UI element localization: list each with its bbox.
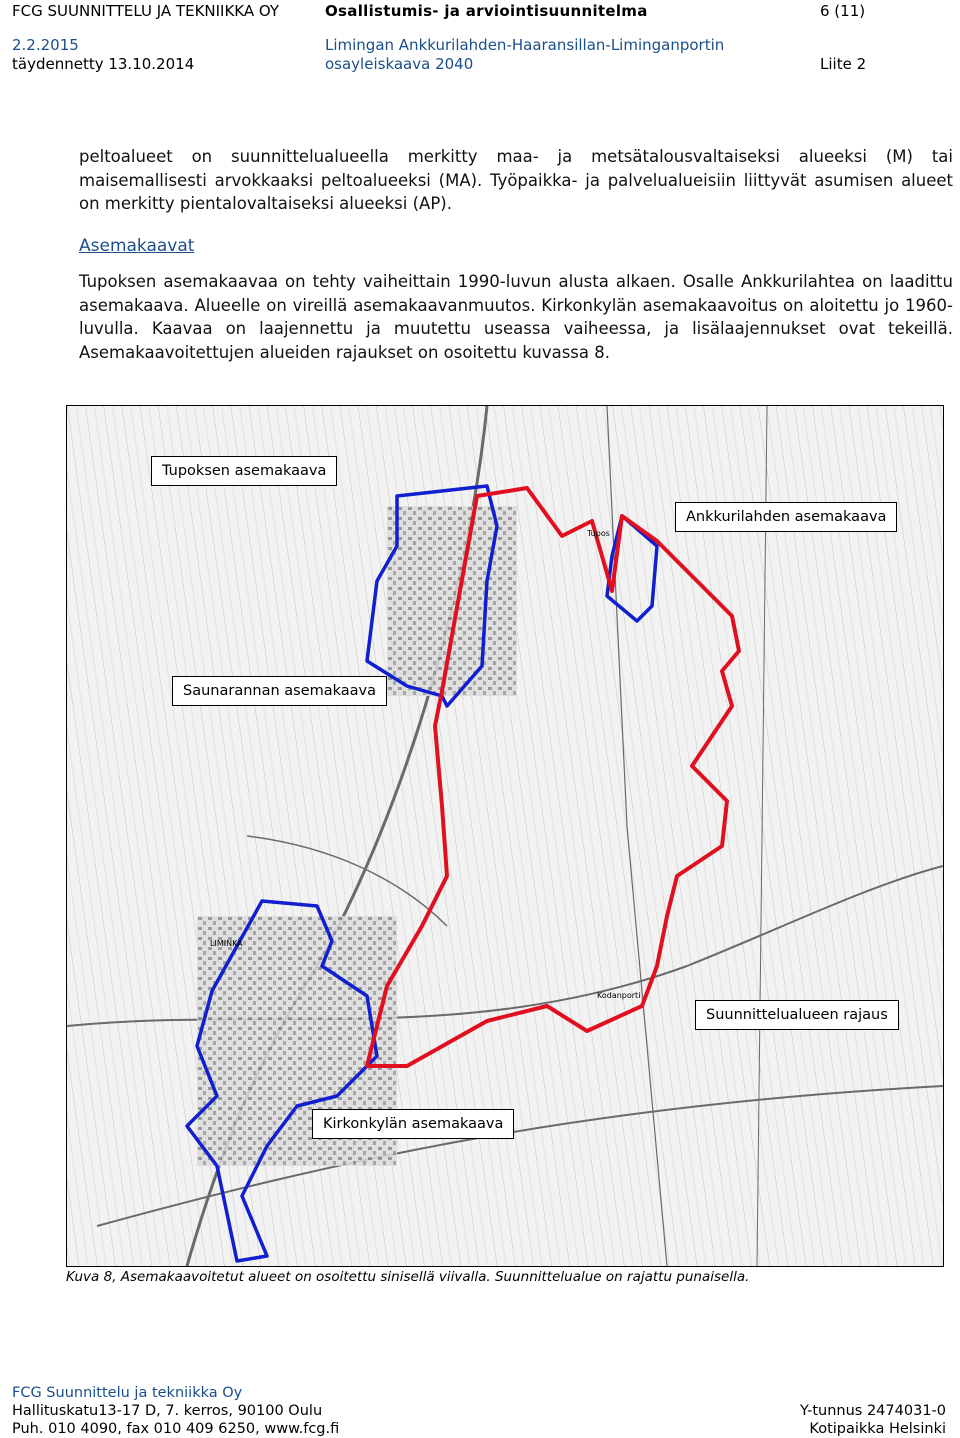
footer-company: FCG Suunnittelu ja tekniikka Oy — [12, 1385, 243, 1401]
intro-paragraph: peltoalueet on suunnittelualueella merkitty maa- ja metsätalousvaltaiseksi alueeksi (M) tai maisemallisesti arvokkaaksi peltoalueeksi (MA). Työpaikka- ja palvelualueisiin liittyvät asumisen alueet on merkitty pientalovaltaiseksi alueeksi (AP). — [79, 147, 953, 213]
footer-domicile: Kotipaikka Helsinki — [809, 1421, 946, 1437]
map-caption: Kuva 8, Asemakaavoitetut alueet on osoitettu sinisellä viivalla. Suunnittelualue on rajattu punaisella. — [66, 1269, 750, 1285]
zoning-map — [66, 405, 944, 1267]
place-name-tupos: Tupos — [587, 529, 610, 538]
callout-boundary: Suunnittelualueen rajaus — [695, 1000, 899, 1030]
section-title: Asemakaavat — [79, 236, 195, 256]
header-updated: täydennetty 13.10.2014 — [12, 55, 195, 73]
callout-tupos: Tupoksen asemakaava — [151, 456, 337, 486]
place-name-liminka: LIMINKA — [210, 939, 243, 948]
footer-address: Hallituskatu13-17 D, 7. kerros, 90100 Oulu — [12, 1403, 323, 1419]
footer-business-id: Y-tunnus 2474031-0 — [799, 1403, 946, 1419]
header-project-line1: Limingan Ankkurilahden-Haaransillan-Liminganportin — [325, 36, 725, 54]
callout-saunaranta: Saunarannan asemakaava — [172, 676, 387, 706]
header-project-line2: osayleiskaava 2040 — [325, 55, 474, 73]
header-date: 2.2.2015 — [12, 36, 79, 54]
place-name-kodanporti: Kodanporti — [597, 991, 641, 1000]
callout-kirkonkyla: Kirkonkylän asemakaava — [312, 1109, 514, 1139]
header-doc-title: Osallistumis- ja arviointisuunnitelma — [325, 2, 648, 20]
footer-phone: Puh. 010 4090, fax 010 409 6250, www.fcg.fi — [12, 1421, 340, 1437]
section-paragraph: Tupoksen asemakaavaa on tehty vaiheittain 1990-luvun alusta alkaen. Osalle Ankkurilahtea on laadittu asemakaava. Alueelle on vireillä asemakaavanmuutos. Kirkonkylän asemakaavoitus on aloitettu jo 1960-luvulla. Kaavaa on laajennettu ja muutettu useassa vaiheessa, ja lisälaajennukset ovat tekeillä. Asemakaavoitettujen alueiden rajaukset on osoitettu kuvassa 8. — [79, 272, 953, 362]
header-appendix: Liite 2 — [820, 55, 867, 73]
map-town-tupos — [387, 506, 517, 696]
header-company: FCG SUUNNITTELU JA TEKNIIKKA OY — [12, 2, 280, 20]
callout-ankkurilahti: Ankkurilahden asemakaava — [675, 502, 897, 532]
header-page-number: 6 (11) — [820, 2, 866, 20]
